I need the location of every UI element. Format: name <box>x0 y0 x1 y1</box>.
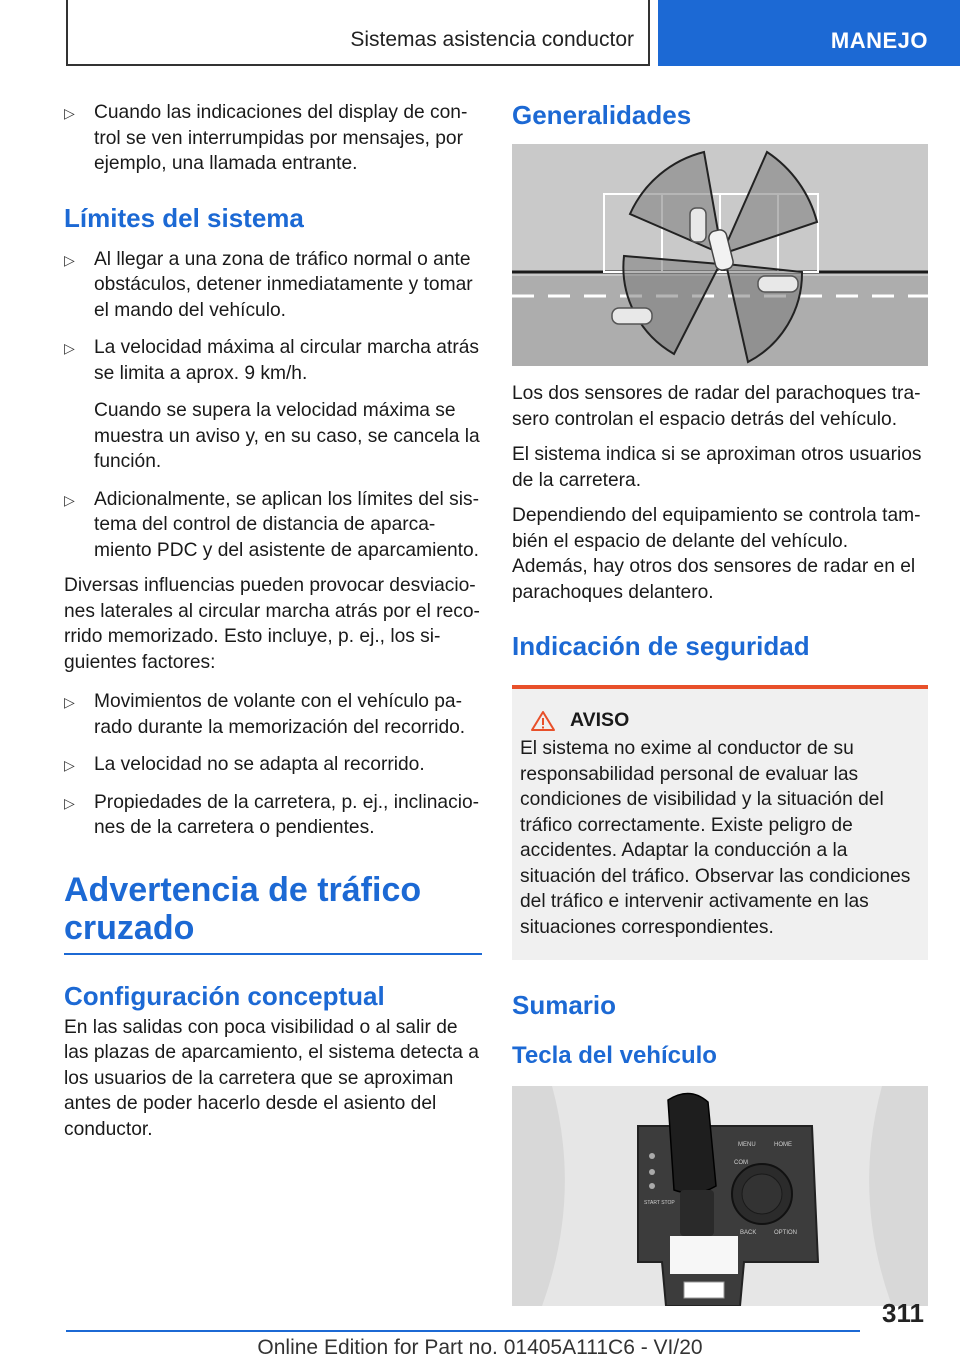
console-start-stop-label: START STOP <box>644 1200 675 1206</box>
triangle-bullet-icon: ▷ <box>64 757 75 773</box>
chapter-divider <box>64 953 482 955</box>
center-console-image <box>512 1086 928 1306</box>
chapter-title-line1: Advertencia de tráfico <box>64 870 422 909</box>
footer-edition: Online Edition for Part no. 01405A111C6 - VI/20 <box>257 1336 703 1359</box>
warning-box <box>512 685 928 960</box>
section-heading-limits: Límites del sistema <box>64 202 304 233</box>
radar-sensor-diagram <box>512 144 928 366</box>
warning-triangle-icon <box>530 710 556 732</box>
triangle-bullet-icon: ▷ <box>64 694 75 710</box>
right-column <box>512 100 928 1311</box>
triangle-bullet-icon: ▷ <box>64 340 75 356</box>
triangle-bullet-icon: ▷ <box>64 105 75 121</box>
console-option-label: OPTION <box>774 1230 798 1236</box>
left-column <box>64 100 482 1142</box>
triangle-bullet-icon: ▷ <box>64 794 75 811</box>
list-item: ▷ Movimientos de volante con el vehículo parado durante la memorización del recorrido. <box>64 691 466 738</box>
header-chapter-tab <box>658 0 960 66</box>
console-home-label: HOME <box>774 1142 792 1148</box>
console-com-label: COM <box>734 1160 748 1166</box>
section-heading-summary: Sumario <box>512 990 617 1020</box>
vehicle-button-photo <box>512 1086 928 1311</box>
general-paragraph-3: Dependiendo del equipamiento se controla también el espacio de delante del vehículo. Además, hay otros dos sensores de radar en el parachoques delantero. <box>512 505 921 603</box>
list-item: ▷ La velocidad máxima al circular marcha atrás se limita a aprox. 9 km/h. Cuando se supera la velocidad máxima se muestra un aviso y, en su caso, se cancela la función. <box>64 335 482 475</box>
deviations-paragraph: Diversas influencias pueden provocar desviaciones laterales al circular marcha atrás por el recorrido memorizado. Esto incluye, p. ej., los siguientes factores: <box>64 575 480 673</box>
list-item-continuation: Cuando se supera la velocidad máxima se muestra un aviso y, en su caso, se cancela la función. <box>94 400 480 472</box>
section-heading-concept: Configuración conceptual <box>64 980 385 1011</box>
concept-paragraph: En las salidas con poca visibilidad o al salir de las plazas de aparcamiento, el sistema detecta a los usuarios de la carretera que se aproximan antes de poder hacerlo desde el asiento del conductor. <box>64 1016 479 1140</box>
page-header <box>0 0 960 66</box>
list-item: ▷ Propiedades de la carretera, p. ej., inclinaciones de la carretera o pendientes. <box>64 791 480 838</box>
triangle-bullet-icon: ▷ <box>64 491 75 508</box>
console-back-label: BACK <box>740 1230 757 1236</box>
warning-title: AVISO <box>570 709 630 731</box>
list-item: ▷ La velocidad no se adapta al recorrido. <box>64 752 482 778</box>
header-chapter-title: MANEJO <box>830 28 928 53</box>
list-item: ▷ Al llegar a una zona de tráfico normal o ante obstáculos, detener inmediatamente y tomar el mando del vehículo. <box>64 248 473 321</box>
warning-header <box>530 709 918 732</box>
subsection-heading-button: Tecla del vehículo <box>512 1042 717 1069</box>
radar-coverage-illustration <box>512 144 928 371</box>
general-paragraph-2: El sistema indica si se aproximan otros usuarios de la carretera. <box>512 444 922 491</box>
chapter-title-line2: cruzado <box>64 908 195 947</box>
list-item: ▷ Adicionalmente, se aplican los límites del sistema del control de distancia de aparcamiento PDC y del asistente de aparcamiento. <box>64 488 480 561</box>
page-number: 311 <box>882 1298 924 1328</box>
warning-text: El sistema no exime al conductor de su responsabilidad personal de evaluar las condiciones de visibilidad y la situación del tráfico correctamente. Existe peligro de accidentes. Adaptar la conducción a la situación del tráfico. Observar las condiciones del tráfico e intervenir activamente en las situaciones correspondientes. <box>520 738 911 938</box>
section-heading-safety: Indicación de seguridad <box>512 631 810 661</box>
console-menu-label: MENU <box>738 1142 756 1148</box>
header-section-box <box>66 0 650 66</box>
list-item: ▷ Cuando las indicaciones del display de control se ven interrumpidas por mensajes, por ejemplo, una llamada entrante. <box>64 102 468 174</box>
section-heading-general: Generalidades <box>512 100 692 130</box>
general-paragraph-1: Los dos sensores de radar del parachoques trasero controlan el espacio detrás del vehículo. <box>512 383 921 430</box>
header-section-title: Sistemas asistencia conductor <box>350 28 634 51</box>
triangle-bullet-icon: ▷ <box>64 251 75 268</box>
chapter-title <box>64 871 482 947</box>
footer-divider <box>66 1330 860 1332</box>
